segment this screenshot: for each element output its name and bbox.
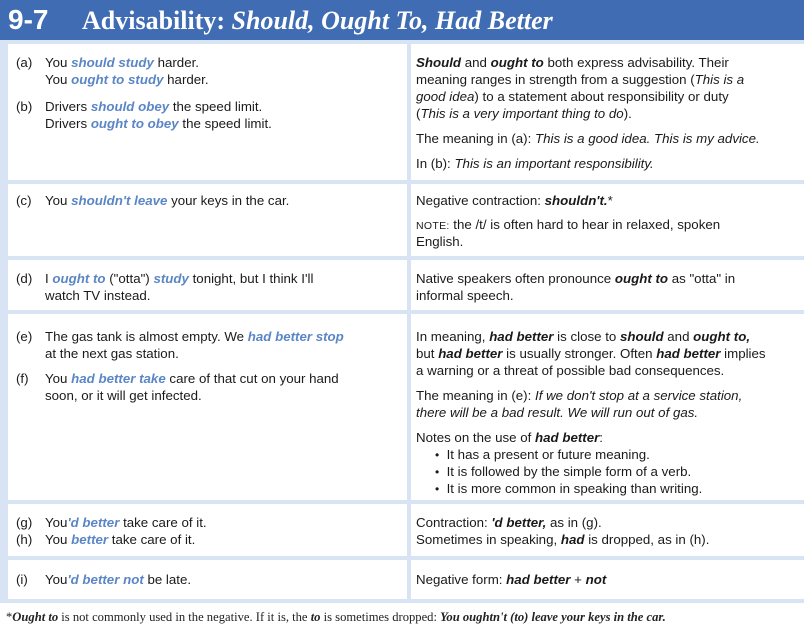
- examples-cell: [8, 260, 407, 310]
- examples-cell: [8, 504, 407, 556]
- explanation-cell: [411, 44, 804, 180]
- explanation-text: Native speakers often pronounce ought to as "otta" in: [416, 271, 736, 286]
- note-text: NOTE: the /t/ is often hard to hear in relaxed, spoken: [416, 217, 721, 232]
- explanation-text: good idea) to a statement about responsibility or duty: [416, 89, 729, 104]
- bullet-item: • It is followed by the simple form of a verb.: [435, 464, 692, 479]
- explanation-text: (This is a very important thing to do).: [416, 106, 632, 121]
- examples-cell: [8, 184, 407, 256]
- explanation-text: informal speech.: [416, 288, 514, 303]
- explanation-text: there will be a bad result. We will run out of gas.: [416, 405, 699, 420]
- bullet-icon: •: [435, 448, 440, 462]
- chart-panel: [0, 40, 804, 603]
- example-label: (e): [16, 329, 33, 344]
- explanation-text: Negative contraction: shouldn't.*: [416, 193, 613, 208]
- bullet-item: • It is more common in speaking than writing.: [435, 481, 703, 496]
- section-number: 9-7: [8, 4, 49, 35]
- explanation-cell: [411, 560, 804, 599]
- footnote: *Ought to is not commonly used in the negative. If it is, the to is sometimes dropped: You oughtn't (to) leave your keys in the car.: [6, 610, 666, 624]
- example-label: (d): [16, 271, 33, 286]
- examples-cell: [8, 560, 407, 599]
- example-text: You shouldn't leave your keys in the car.: [45, 193, 290, 208]
- explanation-text: In meaning, had better is close to should and ought to,: [416, 329, 751, 344]
- explanation-text: Sometimes in speaking, had is dropped, as in (h).: [416, 532, 710, 547]
- explanation-cell: [411, 184, 804, 256]
- example-label: (f): [16, 371, 29, 386]
- explanation-text: Should and ought to both express advisability. Their: [416, 55, 729, 70]
- explanation-text: The meaning in (e): If we don't stop at a service station,: [416, 388, 743, 403]
- example-label: (b): [16, 99, 33, 114]
- examples-cell: [8, 44, 407, 180]
- section-title: Advisability: Should, Ought To, Had Better: [82, 6, 553, 35]
- explanation-cell: [411, 314, 804, 500]
- examples-cell: [8, 314, 407, 500]
- bullet-icon: •: [435, 465, 440, 479]
- explanation-cell: [411, 504, 804, 556]
- bullet-item: • It has a present or future meaning.: [435, 447, 650, 462]
- explanation-text: In (b): This is an important responsibility.: [416, 156, 654, 171]
- bullet-icon: •: [435, 482, 440, 496]
- table-row: [8, 184, 804, 256]
- example-text: Drivers ought to obey the speed limit.: [45, 116, 272, 131]
- explanation-text: The meaning in (a): This is a good idea. This is my advice.: [416, 131, 760, 146]
- example-text: You should study harder.: [45, 55, 199, 70]
- example-label: (h): [16, 532, 33, 547]
- example-text: You ought to study harder.: [45, 72, 209, 87]
- example-text: watch TV instead.: [45, 288, 151, 303]
- section-header: [0, 0, 804, 40]
- table-row: [8, 504, 804, 556]
- table-row: [8, 314, 804, 500]
- example-text: I ought to ("otta") study tonight, but I think I'll: [45, 271, 314, 286]
- example-text: Drivers should obey the speed limit.: [45, 99, 263, 114]
- explanation-cell: [411, 260, 804, 310]
- example-text: soon, or it will get infected.: [45, 388, 202, 403]
- explanation-text: but had better is usually stronger. Often had better implies: [416, 346, 766, 361]
- example-text: You'd better take care of it.: [45, 515, 207, 530]
- example-label: (i): [16, 572, 28, 587]
- example-text: at the next gas station.: [45, 346, 179, 361]
- table-row: [8, 560, 804, 599]
- example-text: The gas tank is almost empty. We had better stop: [45, 329, 344, 344]
- explanation-text: Contraction: 'd better, as in (g).: [416, 515, 602, 530]
- explanation-text: Negative form: had better + not: [416, 572, 607, 587]
- note-text: English.: [416, 234, 464, 249]
- table-row: [8, 260, 804, 310]
- explanation-text: a warning or a threat of possible bad consequences.: [416, 363, 725, 378]
- example-text: You had better take care of that cut on your hand: [45, 371, 339, 386]
- example-label: (g): [16, 515, 33, 530]
- example-text: You better take care of it.: [45, 532, 196, 547]
- example-label: (a): [16, 55, 33, 70]
- example-label: (c): [16, 193, 32, 208]
- table-row: [8, 44, 804, 180]
- explanation-text: Notes on the use of had better:: [416, 430, 603, 445]
- explanation-text: meaning ranges in strength from a suggestion (This is a: [416, 72, 745, 87]
- example-text: You'd better not be late.: [45, 572, 192, 587]
